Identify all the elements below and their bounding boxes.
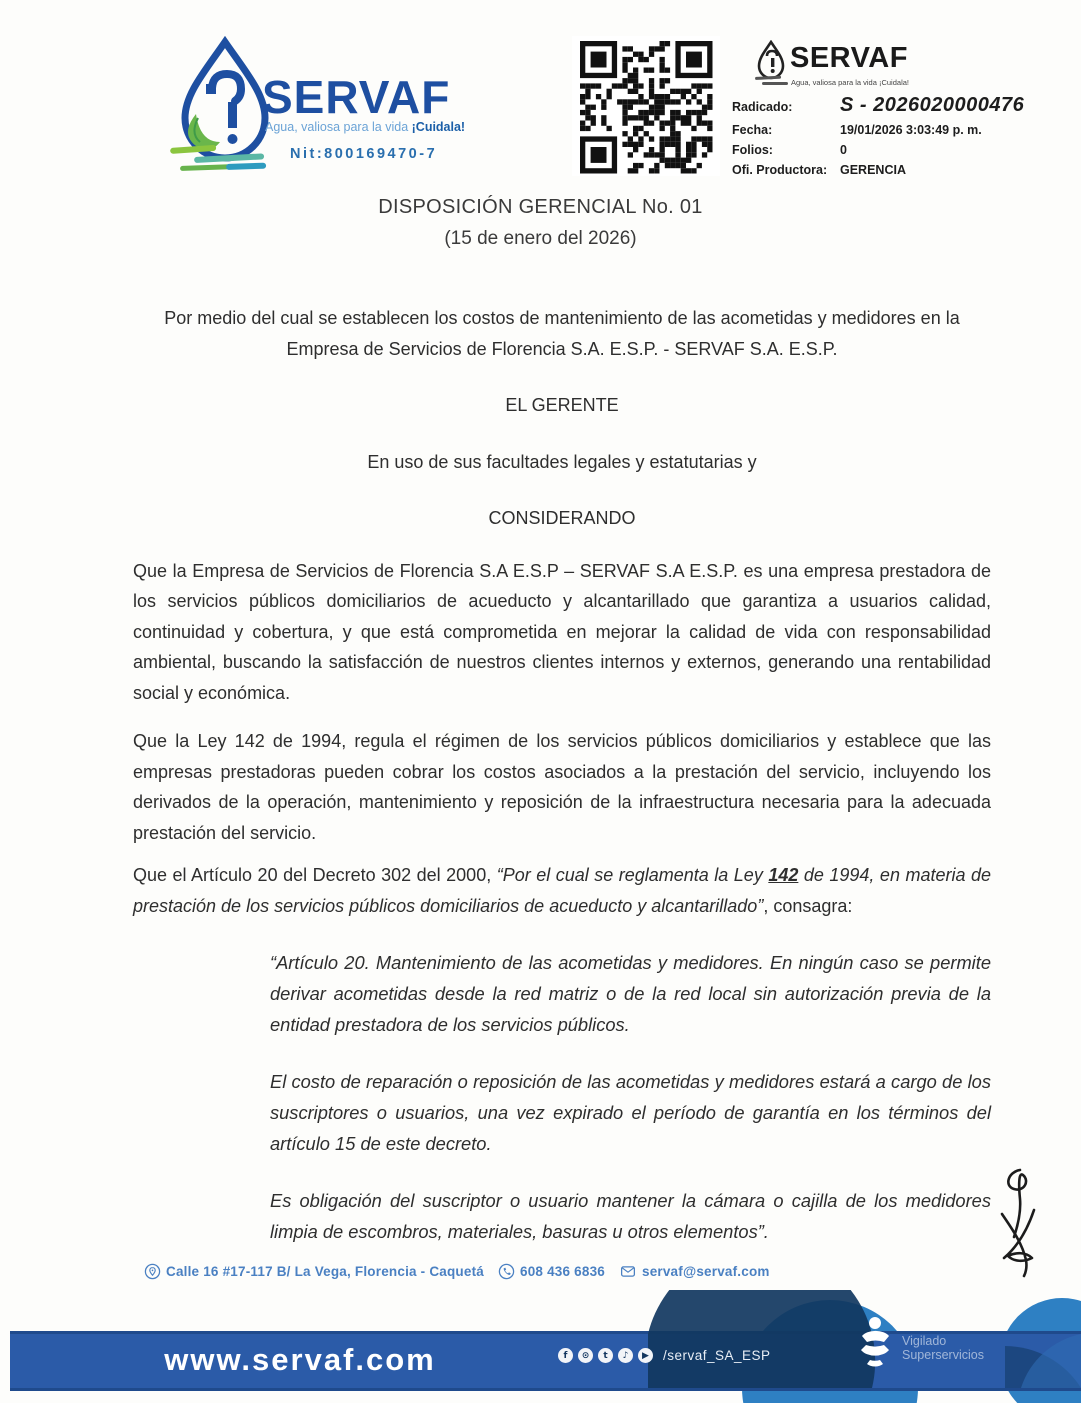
paragraph-1: Que la Empresa de Servicios de Florencia S.A E.S.P – SERVAF S.A E.S.P. es una empresa prestadora de los servicios públicos domiciliarios de acueducto y alcantarillado que garantiza a usuarios calidad, continuidad y cobertura, y que está comprometida en mejorar la calidad de vida con responsabilidad ambiental, buscando la satisfacción de nuestros clientes internos y externos, generando una rentabilidad social y económica. (133, 560, 991, 703)
document-date: (15 de enero del 2026) (444, 228, 637, 249)
role-heading: EL GERENTE (505, 395, 619, 415)
field-label: Radicado: (732, 100, 793, 114)
logo-tagline: Agua, valiosa para la vida ¡Cuidala! (265, 120, 466, 134)
quote-paragraph-1: “Artículo 20. Mantenimiento de las acometidas y medidores. En ningún caso se permite derivar acometidas desde la red matriz o de la red local sin autorización previa de la entidad prestadora de los servicios públicos. (270, 952, 991, 1035)
contact-address: Calle 16 #17-117 B/ La Vega, Florencia - Caquetá (166, 1264, 484, 1279)
field-value: GERENCIA (840, 163, 906, 177)
stamp-wordmark: SERVAF (790, 42, 908, 74)
facebook-icon: f (558, 1348, 573, 1363)
twitter-icon: t (598, 1348, 613, 1363)
document-title: DISPOSICIÓN GERENCIAL No. 01 (378, 196, 703, 218)
servaf-logo (142, 34, 492, 174)
social-icons-row (558, 1348, 771, 1363)
phone-icon (498, 1263, 515, 1280)
paragraph-3: Que el Artículo 20 del Decreto 302 del 2000, “Por el cual se reglamenta la Ley 142 de 1994, en materia de prestación de los servicios públicos domiciliarios de acueducto y alcantarillado”, consagra: (133, 865, 991, 916)
tiktok-icon: ♪ (618, 1348, 633, 1363)
considerando-heading: CONSIDERANDO (488, 508, 636, 528)
website-url: www.servaf.com (164, 1342, 436, 1377)
quote-paragraph-2: El costo de reparación o reposición de las acometidas y medidores estará a cargo de los suscriptores o usuarios, una vez expirado el período de garantía en los términos del artículo 15 de este decreto. (270, 1071, 991, 1154)
contact-phone: 608 436 6836 (520, 1264, 605, 1279)
paragraph-2: Que la Ley 142 de 1994, regula el régimen de los servicios públicos domiciliarios y establece que las empresas prestadoras pueden cobrar los costos asociados a la prestación del servicio, incluyendo los derivados de la operación, mantenimiento y reposición de la infraestructura necesaria para la adecuada prestación del servicio. (133, 731, 991, 843)
envelope-icon (619, 1263, 637, 1280)
decree-quote-block (133, 947, 991, 1247)
stamp-row-fecha (732, 123, 1042, 137)
servaf-wordmark: SERVAF (262, 71, 451, 123)
stamp-fields (732, 94, 1042, 183)
contact-bar (144, 1263, 770, 1280)
field-label: Fecha: (732, 123, 773, 137)
field-value: S - 2026020000476 (840, 94, 1025, 116)
youtube-icon: ▶ (638, 1348, 653, 1363)
qr-code (572, 36, 720, 176)
stamp-row-radicado (732, 94, 1042, 117)
radicado-stamp (732, 36, 1042, 186)
field-value: 0 (840, 143, 847, 157)
stamp-row-oficina (732, 163, 1042, 177)
field-label: Folios: (732, 143, 773, 157)
location-pin-icon (144, 1263, 161, 1280)
intro-paragraph: Por medio del cual se establecen los costos de mantenimiento de las acometidas y medidores en la Empresa de Servicios de Florencia S.A. E.S.P. - SERVAF S.A. E.S.P. (164, 308, 960, 359)
superservicios-badge (858, 1316, 984, 1378)
field-value: 19/01/2026 3:03:49 p. m. (840, 123, 982, 137)
quote-paragraph-3: Es obligación del suscriptor o usuario mantener la cámara o cajilla de los medidores limpia de escombros, materiales, basuras u otros elementos”. (270, 1190, 991, 1242)
faculties-line: En uso de sus facultades legales y estatutarias y (367, 451, 757, 472)
logo-nit: Nit:800169470-7 (290, 146, 438, 162)
superservicios-logo-icon (858, 1316, 892, 1378)
vigilado-label: Vigilado Superservicios (902, 1334, 984, 1362)
document-body (133, 303, 991, 1247)
field-label: Ofi. Productora: (732, 163, 828, 177)
contact-email: servaf@servaf.com (641, 1264, 770, 1279)
stamp-row-folios (732, 143, 1042, 157)
stamp-tagline: Agua, valiosa para la vida ¡Cuidala! (762, 78, 909, 87)
signature-mark (982, 1152, 1062, 1302)
social-handle: /servaf_SA_ESP (663, 1348, 771, 1363)
instagram-icon: ⊙ (578, 1348, 593, 1363)
